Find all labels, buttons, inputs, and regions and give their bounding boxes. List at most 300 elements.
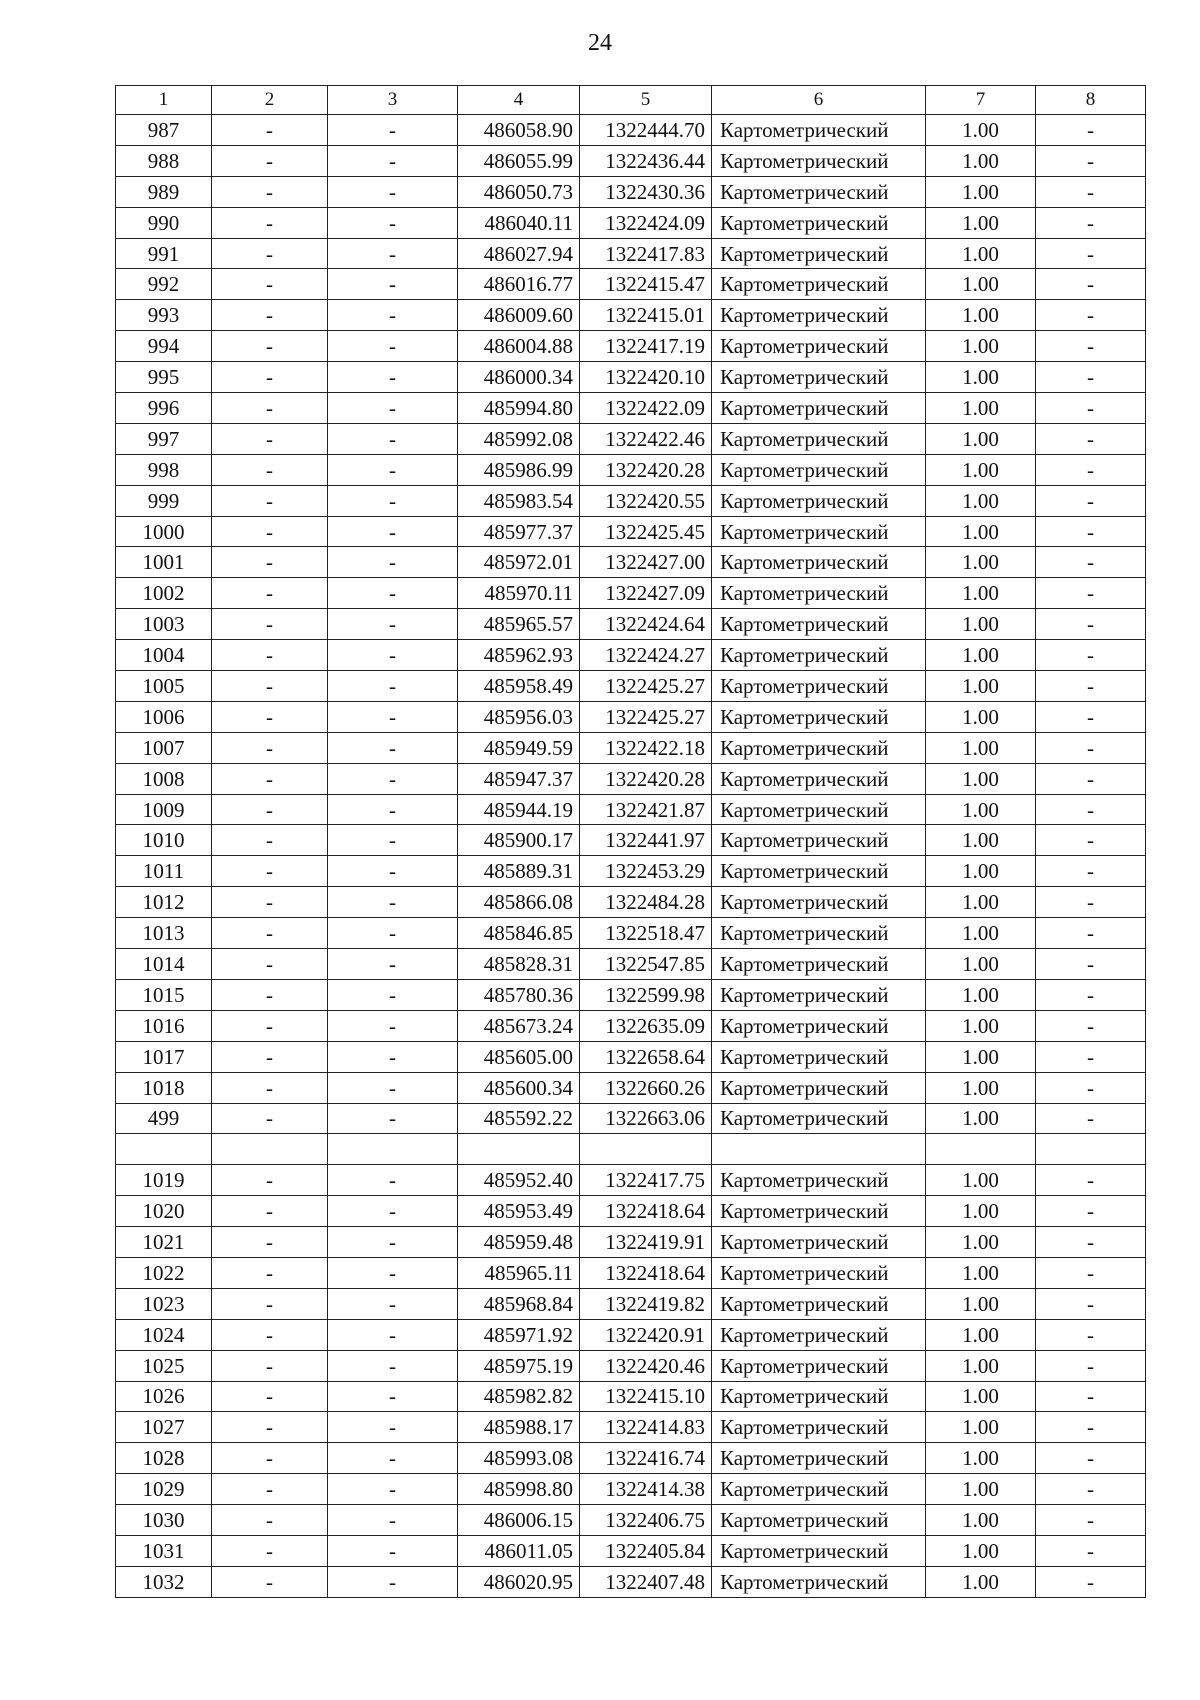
method-cell: Картометрический <box>712 1196 926 1227</box>
col3-cell: - <box>328 825 458 856</box>
col3-cell: - <box>328 578 458 609</box>
col8-cell: - <box>1036 1535 1146 1566</box>
y-coordinate-cell: 1322424.64 <box>580 609 712 640</box>
point-number-cell: 1026 <box>116 1381 212 1412</box>
table-row <box>116 516 1146 547</box>
x-coordinate-cell: 486000.34 <box>458 362 580 393</box>
col8-cell: - <box>1036 1319 1146 1350</box>
col3-cell: - <box>328 207 458 238</box>
table-row <box>116 115 1146 146</box>
col8-cell: - <box>1036 763 1146 794</box>
col8-cell: - <box>1036 1350 1146 1381</box>
col2-cell: - <box>212 423 328 454</box>
method-cell: Картометрический <box>712 115 926 146</box>
x-coordinate-cell: 485846.85 <box>458 918 580 949</box>
col2-cell: - <box>212 176 328 207</box>
x-coordinate-cell: 485953.49 <box>458 1196 580 1227</box>
col2-cell: - <box>212 671 328 702</box>
y-coordinate-cell: 1322427.09 <box>580 578 712 609</box>
x-coordinate-cell: 486020.95 <box>458 1566 580 1597</box>
y-coordinate-cell: 1322425.27 <box>580 701 712 732</box>
accuracy-cell: 1.00 <box>926 763 1036 794</box>
y-coordinate-cell <box>580 1134 712 1165</box>
col8-cell: - <box>1036 794 1146 825</box>
col2-cell: - <box>212 1350 328 1381</box>
col3-cell: - <box>328 238 458 269</box>
col3-cell: - <box>328 1566 458 1597</box>
col2-cell: - <box>212 516 328 547</box>
col8-cell: - <box>1036 115 1146 146</box>
method-cell: Картометрический <box>712 516 926 547</box>
accuracy-cell: 1.00 <box>926 423 1036 454</box>
table-row <box>116 269 1146 300</box>
point-number-cell: 1006 <box>116 701 212 732</box>
col8-cell: - <box>1036 238 1146 269</box>
method-cell: Картометрический <box>712 856 926 887</box>
accuracy-cell: 1.00 <box>926 701 1036 732</box>
col2-cell: - <box>212 979 328 1010</box>
col2-cell: - <box>212 362 328 393</box>
point-number-cell: 499 <box>116 1103 212 1134</box>
point-number-cell: 1000 <box>116 516 212 547</box>
y-coordinate-cell: 1322518.47 <box>580 918 712 949</box>
col3-cell: - <box>328 887 458 918</box>
x-coordinate-cell: 486004.88 <box>458 331 580 362</box>
method-cell: Картометрический <box>712 979 926 1010</box>
col2-cell: - <box>212 238 328 269</box>
col2-cell: - <box>212 1443 328 1474</box>
col3-cell: - <box>328 763 458 794</box>
col3-cell: - <box>328 979 458 1010</box>
table-row <box>116 1443 1146 1474</box>
col2-cell: - <box>212 609 328 640</box>
x-coordinate-cell: 486050.73 <box>458 176 580 207</box>
column-header: 4 <box>458 86 580 115</box>
point-number-cell: 1031 <box>116 1535 212 1566</box>
y-coordinate-cell: 1322406.75 <box>580 1505 712 1536</box>
col3-cell: - <box>328 1196 458 1227</box>
col2-cell: - <box>212 1072 328 1103</box>
col8-cell: - <box>1036 578 1146 609</box>
col8-cell: - <box>1036 1041 1146 1072</box>
table-row <box>116 176 1146 207</box>
table-row <box>116 145 1146 176</box>
col2-cell: - <box>212 1227 328 1258</box>
table-row <box>116 1196 1146 1227</box>
point-number-cell: 988 <box>116 145 212 176</box>
x-coordinate-cell: 485971.92 <box>458 1319 580 1350</box>
col3-cell: - <box>328 1288 458 1319</box>
accuracy-cell: 1.00 <box>926 300 1036 331</box>
x-coordinate-cell: 486058.90 <box>458 115 580 146</box>
accuracy-cell: 1.00 <box>926 1196 1036 1227</box>
method-cell: Картометрический <box>712 269 926 300</box>
table-row <box>116 393 1146 424</box>
accuracy-cell: 1.00 <box>926 115 1036 146</box>
y-coordinate-cell: 1322484.28 <box>580 887 712 918</box>
table-row <box>116 1319 1146 1350</box>
accuracy-cell: 1.00 <box>926 794 1036 825</box>
x-coordinate-cell: 485993.08 <box>458 1443 580 1474</box>
y-coordinate-cell: 1322430.36 <box>580 176 712 207</box>
point-number-cell: 997 <box>116 423 212 454</box>
col2-cell: - <box>212 825 328 856</box>
y-coordinate-cell: 1322441.97 <box>580 825 712 856</box>
method-cell: Картометрический <box>712 1227 926 1258</box>
method-cell: Картометрический <box>712 1010 926 1041</box>
col3-cell: - <box>328 331 458 362</box>
x-coordinate-cell: 486027.94 <box>458 238 580 269</box>
x-coordinate-cell: 485605.00 <box>458 1041 580 1072</box>
col3-cell: - <box>328 794 458 825</box>
col2-cell: - <box>212 856 328 887</box>
accuracy-cell: 1.00 <box>926 949 1036 980</box>
x-coordinate-cell: 485944.19 <box>458 794 580 825</box>
accuracy-cell: 1.00 <box>926 1288 1036 1319</box>
method-cell: Картометрический <box>712 701 926 732</box>
table-row <box>116 640 1146 671</box>
table-row <box>116 1381 1146 1412</box>
table-row <box>116 763 1146 794</box>
accuracy-cell: 1.00 <box>926 269 1036 300</box>
method-cell: Картометрический <box>712 1535 926 1566</box>
method-cell: Картометрический <box>712 1319 926 1350</box>
y-coordinate-cell: 1322663.06 <box>580 1103 712 1134</box>
col2-cell: - <box>212 640 328 671</box>
column-header: 3 <box>328 86 458 115</box>
col3-cell: - <box>328 362 458 393</box>
accuracy-cell: 1.00 <box>926 856 1036 887</box>
x-coordinate-cell: 485956.03 <box>458 701 580 732</box>
x-coordinate-cell: 485959.48 <box>458 1227 580 1258</box>
col3-cell: - <box>328 485 458 516</box>
accuracy-cell: 1.00 <box>926 1412 1036 1443</box>
point-number-cell: 1009 <box>116 794 212 825</box>
col8-cell: - <box>1036 1227 1146 1258</box>
column-header: 6 <box>712 86 926 115</box>
point-number-cell: 992 <box>116 269 212 300</box>
col2-cell: - <box>212 732 328 763</box>
col8-cell: - <box>1036 423 1146 454</box>
table-row <box>116 949 1146 980</box>
x-coordinate-cell: 485992.08 <box>458 423 580 454</box>
point-number-cell: 1016 <box>116 1010 212 1041</box>
col8-cell: - <box>1036 176 1146 207</box>
col2-cell: - <box>212 1196 328 1227</box>
point-number-cell: 998 <box>116 454 212 485</box>
col3-cell: - <box>328 547 458 578</box>
accuracy-cell: 1.00 <box>926 578 1036 609</box>
col3-cell: - <box>328 1443 458 1474</box>
col2-cell: - <box>212 269 328 300</box>
col3-cell: - <box>328 1474 458 1505</box>
x-coordinate-cell: 485673.24 <box>458 1010 580 1041</box>
y-coordinate-cell: 1322444.70 <box>580 115 712 146</box>
method-cell: Картометрический <box>712 393 926 424</box>
col8-cell: - <box>1036 1010 1146 1041</box>
col2-cell <box>212 1134 328 1165</box>
x-coordinate-cell: 485983.54 <box>458 485 580 516</box>
table-row <box>116 794 1146 825</box>
col2-cell: - <box>212 300 328 331</box>
point-number-cell: 1013 <box>116 918 212 949</box>
accuracy-cell: 1.00 <box>926 393 1036 424</box>
table-row <box>116 578 1146 609</box>
col8-cell: - <box>1036 362 1146 393</box>
table-row <box>116 671 1146 702</box>
y-coordinate-cell: 1322418.64 <box>580 1196 712 1227</box>
table-row <box>116 1010 1146 1041</box>
col8-cell: - <box>1036 949 1146 980</box>
table-row <box>116 1103 1146 1134</box>
col8-cell: - <box>1036 1505 1146 1536</box>
col3-cell: - <box>328 1257 458 1288</box>
col8-cell: - <box>1036 1072 1146 1103</box>
y-coordinate-cell: 1322420.46 <box>580 1350 712 1381</box>
point-number-cell: 1018 <box>116 1072 212 1103</box>
accuracy-cell: 1.00 <box>926 331 1036 362</box>
col3-cell: - <box>328 1165 458 1196</box>
table-row <box>116 856 1146 887</box>
col2-cell: - <box>212 1412 328 1443</box>
column-header: 1 <box>116 86 212 115</box>
point-number-cell: 1025 <box>116 1350 212 1381</box>
table-row <box>116 609 1146 640</box>
method-cell: Картометрический <box>712 794 926 825</box>
column-header: 7 <box>926 86 1036 115</box>
y-coordinate-cell: 1322415.01 <box>580 300 712 331</box>
accuracy-cell: 1.00 <box>926 825 1036 856</box>
y-coordinate-cell: 1322425.45 <box>580 516 712 547</box>
table-row <box>116 423 1146 454</box>
y-coordinate-cell: 1322419.91 <box>580 1227 712 1258</box>
y-coordinate-cell: 1322420.91 <box>580 1319 712 1350</box>
point-number-cell: 1003 <box>116 609 212 640</box>
method-cell: Картометрический <box>712 1257 926 1288</box>
table-row <box>116 1412 1146 1443</box>
x-coordinate-cell: 486011.05 <box>458 1535 580 1566</box>
col8-cell: - <box>1036 1443 1146 1474</box>
col8-cell: - <box>1036 393 1146 424</box>
col3-cell: - <box>328 1319 458 1350</box>
point-number-cell: 1007 <box>116 732 212 763</box>
y-coordinate-cell: 1322424.27 <box>580 640 712 671</box>
method-cell: Картометрический <box>712 145 926 176</box>
table-row <box>116 1288 1146 1319</box>
col3-cell: - <box>328 1412 458 1443</box>
col3-cell: - <box>328 516 458 547</box>
y-coordinate-cell: 1322415.10 <box>580 1381 712 1412</box>
y-coordinate-cell: 1322418.64 <box>580 1257 712 1288</box>
method-cell: Картометрический <box>712 238 926 269</box>
col3-cell: - <box>328 1381 458 1412</box>
col2-cell: - <box>212 578 328 609</box>
method-cell: Картометрический <box>712 547 926 578</box>
table-row <box>116 1566 1146 1597</box>
y-coordinate-cell: 1322635.09 <box>580 1010 712 1041</box>
table-row <box>116 1350 1146 1381</box>
point-number-cell: 987 <box>116 115 212 146</box>
method-cell: Картометрический <box>712 485 926 516</box>
y-coordinate-cell: 1322417.75 <box>580 1165 712 1196</box>
method-cell: Картометрический <box>712 1103 926 1134</box>
method-cell: Картометрический <box>712 887 926 918</box>
table-row <box>116 485 1146 516</box>
y-coordinate-cell: 1322658.64 <box>580 1041 712 1072</box>
accuracy-cell: 1.00 <box>926 547 1036 578</box>
x-coordinate-cell: 486006.15 <box>458 1505 580 1536</box>
y-coordinate-cell: 1322422.09 <box>580 393 712 424</box>
x-coordinate-cell: 485958.49 <box>458 671 580 702</box>
x-coordinate-cell: 485952.40 <box>458 1165 580 1196</box>
col8-cell: - <box>1036 300 1146 331</box>
table-row <box>116 207 1146 238</box>
x-coordinate-cell: 485780.36 <box>458 979 580 1010</box>
x-coordinate-cell: 485889.31 <box>458 856 580 887</box>
page-number: 24 <box>588 30 612 56</box>
col8-cell: - <box>1036 1165 1146 1196</box>
col3-cell: - <box>328 1072 458 1103</box>
y-coordinate-cell: 1322420.28 <box>580 763 712 794</box>
x-coordinate-cell: 485986.99 <box>458 454 580 485</box>
x-coordinate-cell: 485968.84 <box>458 1288 580 1319</box>
accuracy-cell: 1.00 <box>926 1072 1036 1103</box>
y-coordinate-cell: 1322422.46 <box>580 423 712 454</box>
point-number-cell: 991 <box>116 238 212 269</box>
accuracy-cell: 1.00 <box>926 516 1036 547</box>
col3-cell: - <box>328 1227 458 1258</box>
col8-cell: - <box>1036 1474 1146 1505</box>
point-number-cell: 990 <box>116 207 212 238</box>
accuracy-cell <box>926 1134 1036 1165</box>
y-coordinate-cell: 1322425.27 <box>580 671 712 702</box>
col8-cell: - <box>1036 979 1146 1010</box>
method-cell: Картометрический <box>712 609 926 640</box>
y-coordinate-cell: 1322422.18 <box>580 732 712 763</box>
accuracy-cell: 1.00 <box>926 485 1036 516</box>
point-number-cell: 1021 <box>116 1227 212 1258</box>
y-coordinate-cell: 1322436.44 <box>580 145 712 176</box>
x-coordinate-cell: 485970.11 <box>458 578 580 609</box>
accuracy-cell: 1.00 <box>926 1257 1036 1288</box>
table-body <box>116 115 1146 1598</box>
accuracy-cell: 1.00 <box>926 1227 1036 1258</box>
accuracy-cell: 1.00 <box>926 207 1036 238</box>
col8-cell: - <box>1036 1381 1146 1412</box>
col8-cell: - <box>1036 918 1146 949</box>
col3-cell: - <box>328 1350 458 1381</box>
table-row <box>116 547 1146 578</box>
point-number-cell: 1012 <box>116 887 212 918</box>
point-number-cell: 1029 <box>116 1474 212 1505</box>
col3-cell: - <box>328 856 458 887</box>
table-row <box>116 825 1146 856</box>
table-row <box>116 701 1146 732</box>
col3-cell: - <box>328 1505 458 1536</box>
y-coordinate-cell: 1322417.19 <box>580 331 712 362</box>
col2-cell: - <box>212 547 328 578</box>
accuracy-cell: 1.00 <box>926 671 1036 702</box>
y-coordinate-cell: 1322420.55 <box>580 485 712 516</box>
col8-cell: - <box>1036 547 1146 578</box>
accuracy-cell: 1.00 <box>926 979 1036 1010</box>
col3-cell: - <box>328 732 458 763</box>
table-row <box>116 331 1146 362</box>
col2-cell: - <box>212 1257 328 1288</box>
point-number-cell: 1014 <box>116 949 212 980</box>
col3-cell: - <box>328 393 458 424</box>
accuracy-cell: 1.00 <box>926 176 1036 207</box>
accuracy-cell: 1.00 <box>926 1319 1036 1350</box>
method-cell: Картометрический <box>712 1412 926 1443</box>
col8-cell: - <box>1036 485 1146 516</box>
method-cell: Картометрический <box>712 176 926 207</box>
col8-cell: - <box>1036 145 1146 176</box>
col8-cell <box>1036 1134 1146 1165</box>
x-coordinate-cell: 485988.17 <box>458 1412 580 1443</box>
accuracy-cell: 1.00 <box>926 1505 1036 1536</box>
x-coordinate-cell: 485982.82 <box>458 1381 580 1412</box>
point-number-cell: 1032 <box>116 1566 212 1597</box>
table-row <box>116 1535 1146 1566</box>
col8-cell: - <box>1036 701 1146 732</box>
col2-cell: - <box>212 1319 328 1350</box>
method-cell: Картометрический <box>712 578 926 609</box>
x-coordinate-cell: 485977.37 <box>458 516 580 547</box>
col2-cell: - <box>212 1381 328 1412</box>
y-coordinate-cell: 1322660.26 <box>580 1072 712 1103</box>
col3-cell: - <box>328 701 458 732</box>
col8-cell: - <box>1036 609 1146 640</box>
point-number-cell <box>116 1134 212 1165</box>
accuracy-cell: 1.00 <box>926 1010 1036 1041</box>
table-row <box>116 979 1146 1010</box>
col3-cell: - <box>328 145 458 176</box>
method-cell: Картометрический <box>712 1041 926 1072</box>
point-number-cell: 994 <box>116 331 212 362</box>
col2-cell: - <box>212 1566 328 1597</box>
point-number-cell: 996 <box>116 393 212 424</box>
x-coordinate-cell: 485600.34 <box>458 1072 580 1103</box>
y-coordinate-cell: 1322420.28 <box>580 454 712 485</box>
x-coordinate-cell: 485866.08 <box>458 887 580 918</box>
table-row <box>116 238 1146 269</box>
col3-cell: - <box>328 423 458 454</box>
col2-cell: - <box>212 207 328 238</box>
col2-cell: - <box>212 1535 328 1566</box>
column-header: 5 <box>580 86 712 115</box>
col8-cell: - <box>1036 516 1146 547</box>
x-coordinate-cell <box>458 1134 580 1165</box>
col3-cell: - <box>328 269 458 300</box>
col8-cell: - <box>1036 856 1146 887</box>
col3-cell: - <box>328 1010 458 1041</box>
col2-cell: - <box>212 1505 328 1536</box>
x-coordinate-cell: 485592.22 <box>458 1103 580 1134</box>
accuracy-cell: 1.00 <box>926 1103 1036 1134</box>
point-number-cell: 1030 <box>116 1505 212 1536</box>
col3-cell: - <box>328 1535 458 1566</box>
x-coordinate-cell: 485972.01 <box>458 547 580 578</box>
y-coordinate-cell: 1322414.38 <box>580 1474 712 1505</box>
accuracy-cell: 1.00 <box>926 918 1036 949</box>
method-cell: Картометрический <box>712 300 926 331</box>
col3-cell <box>328 1134 458 1165</box>
x-coordinate-cell: 485828.31 <box>458 949 580 980</box>
x-coordinate-cell: 486016.77 <box>458 269 580 300</box>
col8-cell: - <box>1036 1288 1146 1319</box>
col2-cell: - <box>212 794 328 825</box>
